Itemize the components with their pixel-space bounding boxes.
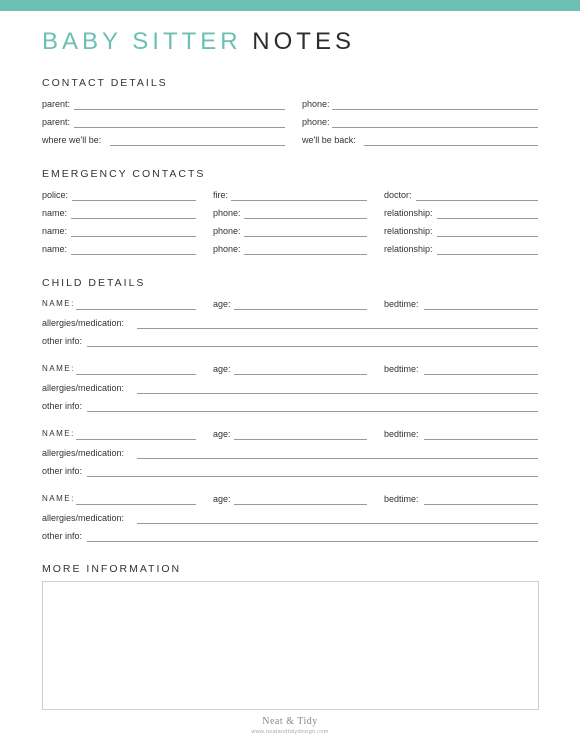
child-3-name-line[interactable]	[76, 439, 196, 440]
emergency-phone-1-label: phone:	[213, 208, 241, 218]
child-3-other-field[interactable]	[42, 465, 538, 479]
relationship-2-label: relationship:	[384, 226, 433, 236]
emergency-phone-1-field[interactable]	[213, 207, 367, 221]
child-4-allergies-row	[42, 512, 538, 526]
emergency-name-1-field[interactable]	[42, 207, 196, 221]
child-2-other-label: other info:	[42, 401, 83, 411]
emergency-name-1-label: name:	[42, 208, 68, 218]
child-1-bedtime-field[interactable]	[384, 298, 538, 312]
back-line[interactable]	[364, 145, 538, 146]
back-field[interactable]	[302, 134, 538, 148]
phone-2-line[interactable]	[332, 127, 538, 128]
doctor-field[interactable]	[384, 189, 538, 203]
relationship-1-label: relationship:	[384, 208, 433, 218]
contact-details-heading: CONTACT DETAILS	[42, 77, 168, 89]
child-2-other-row	[42, 400, 538, 414]
child-2-name-line[interactable]	[76, 374, 196, 375]
emergency-row-4	[42, 243, 538, 257]
contact-row-1	[42, 98, 538, 112]
child-2-row	[42, 363, 538, 377]
child-4-age-label: age:	[213, 494, 231, 504]
child-3-bedtime-line[interactable]	[424, 439, 538, 440]
doctor-label: doctor:	[384, 190, 412, 200]
emergency-row-3	[42, 225, 538, 239]
parent-2-line[interactable]	[74, 127, 285, 128]
parent-1-field[interactable]	[42, 98, 285, 112]
child-3-allergies-row	[42, 447, 538, 461]
more-information-heading: MORE INFORMATION	[42, 563, 182, 575]
child-4-bedtime-field[interactable]	[384, 493, 538, 507]
child-2-bedtime-label: bedtime:	[384, 364, 419, 374]
contact-row-2	[42, 116, 538, 130]
child-3-other-label: other info:	[42, 466, 83, 476]
more-information-box[interactable]	[42, 581, 539, 710]
child-2-name-field[interactable]	[42, 363, 196, 377]
child-1-allergies-line[interactable]	[137, 328, 538, 329]
child-2-age-line[interactable]	[234, 374, 367, 375]
child-1-name-line[interactable]	[76, 309, 196, 310]
emergency-name-3-line[interactable]	[71, 254, 196, 255]
child-2-allergies-line[interactable]	[137, 393, 538, 394]
emergency-phone-3-field[interactable]	[213, 243, 367, 257]
fire-label: fire:	[213, 190, 229, 200]
relationship-2-field[interactable]	[384, 225, 538, 239]
child-2-other-field[interactable]	[42, 400, 538, 414]
emergency-phone-1-line[interactable]	[244, 218, 367, 219]
child-4-age-field[interactable]	[213, 493, 367, 507]
emergency-row-1	[42, 189, 538, 203]
phone-2-field[interactable]	[302, 116, 538, 130]
footer-url: www.neatandtidydesign.com	[251, 729, 329, 735]
child-3-allergies-field[interactable]	[42, 447, 538, 461]
footer-brand: Neat & Tidy	[262, 716, 318, 727]
child-3-allergies-line[interactable]	[137, 458, 538, 459]
relationship-1-line[interactable]	[437, 218, 538, 219]
child-1-bedtime-line[interactable]	[424, 309, 538, 310]
child-3-name-field[interactable]	[42, 428, 196, 442]
doctor-line[interactable]	[416, 200, 538, 201]
child-1-other-label: other info:	[42, 336, 83, 346]
child-4-name-field[interactable]	[42, 493, 196, 507]
child-1-allergies-field[interactable]	[42, 317, 538, 331]
child-1-name-field[interactable]	[42, 298, 196, 312]
emergency-phone-2-label: phone:	[213, 226, 241, 236]
child-3-other-line[interactable]	[87, 476, 538, 477]
contact-row-3	[42, 134, 538, 148]
child-3-bedtime-label: bedtime:	[384, 429, 419, 439]
phone-1-field[interactable]	[302, 98, 538, 112]
child-details-heading: CHILD DETAILS	[42, 277, 146, 289]
child-1-other-field[interactable]	[42, 335, 538, 349]
child-3-other-row	[42, 465, 538, 479]
emergency-name-1-line[interactable]	[71, 218, 196, 219]
child-4-name-label: NAME:	[42, 494, 75, 503]
child-3-bedtime-field[interactable]	[384, 428, 538, 442]
fire-field[interactable]	[213, 189, 367, 203]
where-field[interactable]	[42, 134, 285, 148]
emergency-name-2-field[interactable]	[42, 225, 196, 239]
child-1-allergies-row	[42, 317, 538, 331]
child-2-age-label: age:	[213, 364, 231, 374]
fire-line[interactable]	[231, 200, 367, 201]
back-label: we'll be back:	[302, 135, 356, 145]
child-4-other-row	[42, 530, 538, 544]
child-4-allergies-label: allergies/medication:	[42, 513, 125, 523]
child-4-name-line[interactable]	[76, 504, 196, 505]
emergency-phone-2-field[interactable]	[213, 225, 367, 239]
title-main: NOTES	[252, 28, 355, 55]
child-3-row	[42, 428, 538, 442]
child-1-other-row	[42, 335, 538, 349]
emergency-name-3-label: name:	[42, 244, 68, 254]
child-4-allergies-field[interactable]	[42, 512, 538, 526]
police-label: police:	[42, 190, 69, 200]
emergency-name-2-line[interactable]	[71, 236, 196, 237]
child-2-other-line[interactable]	[87, 411, 538, 412]
top-accent-bar	[0, 0, 580, 11]
title-accent: BABY SITTER	[42, 28, 242, 55]
emergency-name-3-field[interactable]	[42, 243, 196, 257]
child-1-name-label: NAME:	[42, 299, 75, 308]
phone-1-label: phone:	[302, 99, 330, 109]
child-2-bedtime-field[interactable]	[384, 363, 538, 377]
child-3-allergies-label: allergies/medication:	[42, 448, 125, 458]
child-3-age-field[interactable]	[213, 428, 367, 442]
relationship-3-label: relationship:	[384, 244, 433, 254]
parent-1-line[interactable]	[74, 109, 285, 110]
emergency-phone-3-label: phone:	[213, 244, 241, 254]
child-4-other-line[interactable]	[87, 541, 538, 542]
child-1-age-field[interactable]	[213, 298, 367, 312]
child-4-row	[42, 493, 538, 507]
child-1-age-label: age:	[213, 299, 231, 309]
relationship-3-field[interactable]	[384, 243, 538, 257]
phone-1-line[interactable]	[332, 109, 538, 110]
child-2-allergies-label: allergies/medication:	[42, 383, 125, 393]
child-4-bedtime-line[interactable]	[424, 504, 538, 505]
child-3-age-line[interactable]	[234, 439, 367, 440]
child-4-bedtime-label: bedtime:	[384, 494, 419, 504]
child-4-allergies-line[interactable]	[137, 523, 538, 524]
relationship-3-line[interactable]	[437, 254, 538, 255]
child-1-bedtime-label: bedtime:	[384, 299, 419, 309]
child-1-allergies-label: allergies/medication:	[42, 318, 125, 328]
emergency-name-2-label: name:	[42, 226, 68, 236]
relationship-1-field[interactable]	[384, 207, 538, 221]
relationship-2-line[interactable]	[437, 236, 538, 237]
police-line[interactable]	[72, 200, 196, 201]
parent-2-label: parent:	[42, 117, 71, 127]
where-line[interactable]	[110, 145, 285, 146]
emergency-contacts-heading: EMERGENCY CONTACTS	[42, 168, 206, 180]
child-1-age-line[interactable]	[234, 309, 367, 310]
emergency-row-2	[42, 207, 538, 221]
child-3-age-label: age:	[213, 429, 231, 439]
child-1-other-line[interactable]	[87, 346, 538, 347]
parent-2-field[interactable]	[42, 116, 285, 130]
child-2-allergies-row	[42, 382, 538, 396]
where-label: where we'll be:	[42, 135, 102, 145]
child-2-name-label: NAME:	[42, 364, 75, 373]
child-2-allergies-field[interactable]	[42, 382, 538, 396]
child-2-bedtime-line[interactable]	[424, 374, 538, 375]
child-4-other-field[interactable]	[42, 530, 538, 544]
child-1-row	[42, 298, 538, 312]
parent-1-label: parent:	[42, 99, 71, 109]
emergency-phone-3-line[interactable]	[244, 254, 367, 255]
page-title	[42, 28, 355, 56]
emergency-phone-2-line[interactable]	[244, 236, 367, 237]
police-field[interactable]	[42, 189, 196, 203]
child-4-age-line[interactable]	[234, 504, 367, 505]
child-3-name-label: NAME:	[42, 429, 75, 438]
phone-2-label: phone:	[302, 117, 330, 127]
child-4-other-label: other info:	[42, 531, 83, 541]
child-2-age-field[interactable]	[213, 363, 367, 377]
